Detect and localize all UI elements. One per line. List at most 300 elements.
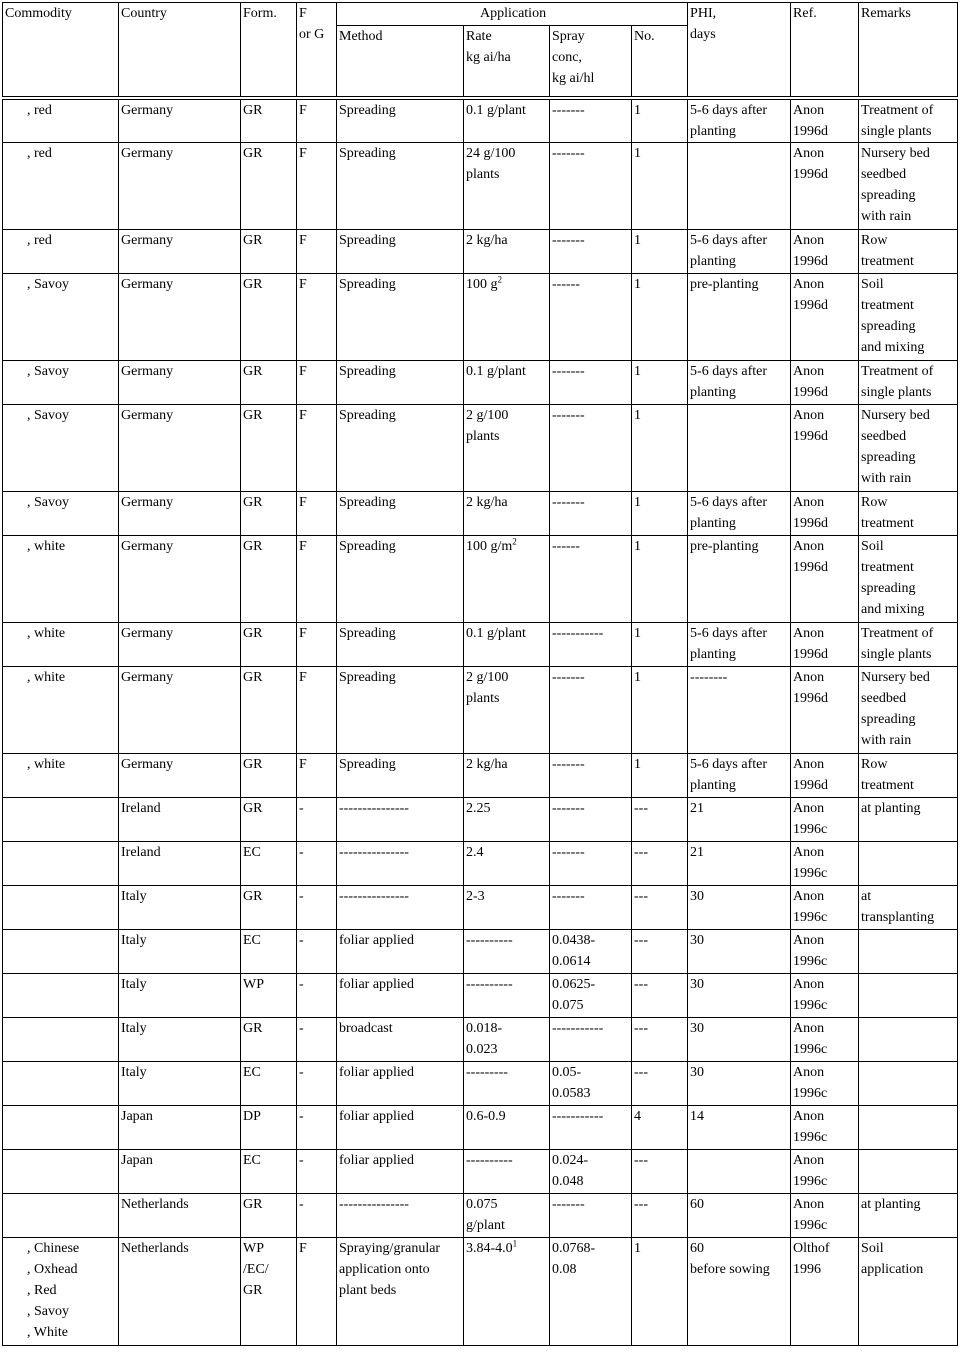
cell-remarks — [859, 491, 958, 535]
cell-spray-conc — [550, 273, 632, 360]
cell-ref-text: 1996c — [793, 1217, 828, 1233]
cell-f-or-g: - — [297, 973, 337, 1017]
cell-method-line — [339, 1280, 463, 1301]
cell-rate-text: 100 g/m — [466, 538, 513, 554]
cell-spray-conc-line — [552, 842, 631, 863]
cell-remarks-line — [861, 798, 957, 819]
cell-phi-text: 5-6 days after — [690, 494, 768, 510]
cell-spray-conc-text: ------- — [552, 1196, 585, 1212]
cell-ref — [791, 491, 859, 535]
cell-ref-line — [793, 1062, 858, 1083]
cell-spray-conc-text: ------- — [552, 669, 585, 685]
cell-method-text: Spreading — [339, 407, 396, 423]
cell-spray-conc-text: 0.0614 — [552, 953, 591, 969]
cell-spray-conc-line — [552, 974, 631, 995]
cell-ref-line — [793, 143, 858, 164]
cell-country: Italy — [119, 885, 241, 929]
cell-no: --- — [632, 797, 688, 841]
cell-rate-line — [466, 1150, 549, 1171]
cell-rate — [464, 535, 550, 622]
cell-phi — [688, 797, 791, 841]
cell-formulation-line — [243, 1018, 296, 1039]
cell-spray-conc — [550, 973, 632, 1017]
cell-country: Japan — [119, 1105, 241, 1149]
cell-ref-line — [793, 492, 858, 513]
cell-remarks-text: with rain — [861, 208, 912, 224]
header-rate-line: kg ai/ha — [466, 50, 511, 65]
cell-formulation-text: GR — [243, 145, 263, 161]
cell-ref-line — [793, 974, 858, 995]
cell-formulation-text: GR — [243, 494, 263, 510]
cell-spray-conc-line — [552, 1062, 631, 1083]
cell-commodity-text: , red — [27, 145, 52, 161]
cell-spray-conc-text: 0.075 — [552, 997, 584, 1013]
cell-ref-line — [793, 951, 858, 972]
cell-remarks-text: Soil — [861, 1240, 884, 1256]
cell-f-or-g: - — [297, 1061, 337, 1105]
cell-commodity — [3, 404, 119, 491]
cell-remarks-text: Treatment of — [861, 102, 934, 118]
cell-formulation — [241, 229, 297, 273]
table-row — [3, 973, 958, 1017]
cell-spray-conc-line — [552, 1083, 631, 1104]
cell-spray-conc — [550, 535, 632, 622]
cell-ref — [791, 535, 859, 622]
cell-ref-text: 1996d — [793, 166, 829, 182]
cell-commodity-text: , White — [27, 1324, 68, 1340]
cell-country: Germany — [119, 229, 241, 273]
cell-remarks-line — [861, 492, 957, 513]
cell-phi-line — [690, 644, 790, 665]
cell-phi-line — [690, 361, 790, 382]
header-phi — [688, 3, 791, 98]
cell-ref-text: 1996c — [793, 909, 828, 925]
cell-no: --- — [632, 885, 688, 929]
cell-remarks-line — [861, 405, 957, 426]
cell-method-line — [339, 1106, 463, 1127]
cell-commodity — [3, 1149, 119, 1193]
cell-spray-conc — [550, 797, 632, 841]
cell-remarks-line — [861, 206, 957, 227]
cell-rate-line — [466, 754, 549, 775]
cell-remarks-line — [861, 251, 957, 272]
cell-f-or-g: F — [297, 142, 337, 229]
cell-remarks-line — [861, 164, 957, 185]
cell-country: Germany — [119, 666, 241, 753]
cell-ref-text: 1996c — [793, 1041, 828, 1057]
cell-formulation — [241, 1017, 297, 1061]
table-row — [3, 753, 958, 797]
cell-rate-text: 2.25 — [466, 800, 491, 816]
cell-rate-text: 0.075 — [466, 1196, 498, 1212]
cell-rate — [464, 622, 550, 666]
table-row — [3, 1105, 958, 1149]
cell-commodity-line — [5, 667, 118, 688]
cell-spray-conc-line — [552, 143, 631, 164]
cell-rate — [464, 1017, 550, 1061]
cell-formulation — [241, 885, 297, 929]
cell-ref-line — [793, 1018, 858, 1039]
cell-phi-line — [690, 1106, 790, 1127]
cell-commodity-line — [5, 536, 118, 557]
superscript: 2 — [497, 273, 502, 284]
cell-formulation-text: GR — [243, 888, 263, 904]
cell-spray-conc-line — [552, 1238, 631, 1259]
cell-rate-line — [466, 930, 549, 951]
cell-ref — [791, 797, 859, 841]
cell-no: 1 — [632, 1237, 688, 1345]
cell-ref-text: 1996d — [793, 428, 829, 444]
cell-remarks-text: with rain — [861, 732, 912, 748]
cell-remarks-text: Row — [861, 232, 888, 248]
cell-method — [337, 142, 464, 229]
cell-remarks-text: transplanting — [861, 909, 935, 925]
cell-formulation-line — [243, 1062, 296, 1083]
cell-spray-conc-text: ----------- — [552, 1108, 604, 1124]
cell-phi — [688, 98, 791, 143]
table-row — [3, 797, 958, 841]
cell-ref-line — [793, 513, 858, 534]
cell-remarks-line — [861, 578, 957, 599]
table-row — [3, 142, 958, 229]
cell-spray-conc — [550, 229, 632, 273]
cell-spray-conc-line — [552, 754, 631, 775]
cell-rate — [464, 973, 550, 1017]
cell-phi-text: planting — [690, 384, 736, 400]
cell-commodity-text: , white — [27, 538, 66, 554]
cell-ref-line — [793, 995, 858, 1016]
cell-remarks-text: Nursery bed — [861, 407, 930, 423]
cell-spray-conc — [550, 98, 632, 143]
cell-spray-conc — [550, 404, 632, 491]
cell-spray-conc-line — [552, 798, 631, 819]
cell-country: Italy — [119, 1017, 241, 1061]
cell-phi-line — [690, 775, 790, 796]
cell-ref-text: 1996d — [793, 559, 829, 575]
cell-method-line — [339, 1194, 463, 1215]
cell-rate-line — [466, 1106, 549, 1127]
cell-rate-line — [466, 1215, 549, 1236]
cell-rate-line — [466, 492, 549, 513]
cell-formulation-line — [243, 405, 296, 426]
cell-spray-conc-line — [552, 886, 631, 907]
cell-ref-text: 1996c — [793, 1129, 828, 1145]
cell-remarks — [859, 360, 958, 404]
cell-ref-text: 1996d — [793, 384, 829, 400]
table-row — [3, 273, 958, 360]
cell-commodity-text: , Savoy — [27, 1303, 69, 1319]
cell-method-text: --------------- — [339, 800, 409, 816]
cell-ref-line — [793, 644, 858, 665]
document-page — [2, 2, 957, 1346]
cell-formulation-text: EC — [243, 844, 261, 860]
cell-rate-line — [466, 974, 549, 995]
cell-country: Germany — [119, 535, 241, 622]
cell-ref-line — [793, 907, 858, 928]
header-application: Application — [337, 3, 688, 26]
cell-ref-line — [793, 775, 858, 796]
cell-remarks-text: Row — [861, 756, 888, 772]
cell-remarks-text: and mixing — [861, 339, 925, 355]
cell-remarks-text: Nursery bed — [861, 669, 930, 685]
cell-remarks-line — [861, 121, 957, 142]
cell-formulation-text: GR — [243, 669, 263, 685]
cell-phi-line — [690, 1259, 790, 1280]
cell-phi — [688, 1149, 791, 1193]
cell-no: 1 — [632, 535, 688, 622]
cell-spray-conc-text: ------- — [552, 494, 585, 510]
cell-commodity — [3, 666, 119, 753]
cell-country: Italy — [119, 973, 241, 1017]
cell-phi-text: pre-planting — [690, 538, 759, 554]
cell-ref-line — [793, 1259, 858, 1280]
cell-formulation-text: GR — [243, 1196, 263, 1212]
cell-country: Germany — [119, 142, 241, 229]
cell-rate-text: plants — [466, 690, 500, 706]
cell-method-text: Spreading — [339, 145, 396, 161]
table-row — [3, 360, 958, 404]
cell-ref-line — [793, 1150, 858, 1171]
cell-ref-line — [793, 382, 858, 403]
cell-method-text: Spraying/granular — [339, 1240, 441, 1256]
cell-method-text: application onto — [339, 1261, 430, 1277]
cell-ref-text: Anon — [793, 102, 825, 118]
cell-rate-text: 0.1 g/plant — [466, 625, 526, 641]
cell-commodity — [3, 229, 119, 273]
cell-f-or-g: - — [297, 1149, 337, 1193]
cell-rate — [464, 666, 550, 753]
cell-method-line — [339, 1238, 463, 1259]
cell-phi-text: 30 — [690, 932, 705, 948]
cell-remarks-line — [861, 513, 957, 534]
table-row — [3, 229, 958, 273]
cell-remarks-text: seedbed — [861, 166, 907, 182]
cell-ref — [791, 973, 859, 1017]
cell-spray-conc-line — [552, 492, 631, 513]
cell-spray-conc — [550, 666, 632, 753]
cell-phi-text: 30 — [690, 1020, 705, 1036]
cell-formulation-line — [243, 1238, 296, 1259]
cell-commodity — [3, 929, 119, 973]
cell-rate-line — [466, 886, 549, 907]
cell-phi — [688, 1193, 791, 1237]
cell-method-line — [339, 100, 463, 121]
cell-f-or-g: F — [297, 273, 337, 360]
cell-country: Ireland — [119, 841, 241, 885]
cell-formulation-line — [243, 492, 296, 513]
cell-ref — [791, 1105, 859, 1149]
cell-rate — [464, 1105, 550, 1149]
cell-formulation-text: GR — [243, 538, 263, 554]
cell-method — [337, 1193, 464, 1237]
cell-remarks-text: at planting — [861, 1196, 921, 1212]
cell-phi-text: 60 — [690, 1196, 705, 1212]
cell-no: 1 — [632, 98, 688, 143]
cell-method-line — [339, 667, 463, 688]
cell-rate — [464, 360, 550, 404]
cell-commodity — [3, 491, 119, 535]
cell-spray-conc — [550, 841, 632, 885]
cell-commodity — [3, 885, 119, 929]
cell-rate — [464, 885, 550, 929]
cell-f-or-g: - — [297, 841, 337, 885]
cell-ref-text: 1996c — [793, 1173, 828, 1189]
cell-spray-conc — [550, 1061, 632, 1105]
header-f-or-g-line: or G — [299, 27, 325, 42]
cell-commodity-text: , Savoy — [27, 407, 69, 423]
cell-phi-line — [690, 382, 790, 403]
cell-rate-line — [466, 798, 549, 819]
cell-spray-conc — [550, 622, 632, 666]
cell-rate-line — [466, 536, 549, 557]
cell-remarks-line — [861, 230, 957, 251]
cell-method-line — [339, 1018, 463, 1039]
cell-rate-text: 2 kg/ha — [466, 494, 508, 510]
cell-ref — [791, 229, 859, 273]
cell-country: Germany — [119, 98, 241, 143]
cell-ref-line — [793, 361, 858, 382]
cell-country: Germany — [119, 491, 241, 535]
cell-phi-text: pre-planting — [690, 276, 759, 292]
cell-commodity-line — [5, 754, 118, 775]
cell-ref-text: Anon — [793, 538, 825, 554]
cell-formulation-text: WP — [243, 1240, 264, 1256]
cell-rate-line — [466, 667, 549, 688]
cell-ref-text: Anon — [793, 363, 825, 379]
cell-formulation — [241, 535, 297, 622]
cell-formulation — [241, 1061, 297, 1105]
table-row — [3, 929, 958, 973]
cell-ref-line — [793, 623, 858, 644]
cell-phi — [688, 535, 791, 622]
cell-spray-conc-text: ------- — [552, 232, 585, 248]
cell-remarks-text: at — [861, 888, 872, 904]
cell-remarks-line — [861, 100, 957, 121]
cell-rate-line — [466, 100, 549, 121]
cell-spray-conc — [550, 929, 632, 973]
cell-ref-text: Anon — [793, 1020, 825, 1036]
cell-remarks-text: seedbed — [861, 690, 907, 706]
cell-method — [337, 753, 464, 797]
cell-spray-conc — [550, 142, 632, 229]
cell-ref-line — [793, 930, 858, 951]
cell-remarks — [859, 404, 958, 491]
cell-ref — [791, 98, 859, 143]
header-rate-line: Rate — [466, 29, 492, 44]
cell-remarks — [859, 973, 958, 1017]
cell-remarks-text: Treatment of — [861, 363, 934, 379]
cell-phi-text: before sowing — [690, 1261, 770, 1277]
header-spray-line: Spray — [552, 29, 585, 44]
cell-ref-line — [793, 100, 858, 121]
cell-formulation-text: EC — [243, 1152, 261, 1168]
cell-phi-text: planting — [690, 646, 736, 662]
cell-spray-conc — [550, 1193, 632, 1237]
cell-remarks — [859, 753, 958, 797]
cell-spray-conc — [550, 885, 632, 929]
cell-formulation-text: GR — [243, 102, 263, 118]
cell-phi — [688, 841, 791, 885]
cell-remarks — [859, 273, 958, 360]
cell-remarks-line — [861, 316, 957, 337]
cell-remarks-line — [861, 907, 957, 928]
cell-ref-text: 1996d — [793, 253, 829, 269]
cell-remarks-text: seedbed — [861, 428, 907, 444]
cell-method-line — [339, 405, 463, 426]
cell-ref-line — [793, 426, 858, 447]
cell-rate-line — [466, 164, 549, 185]
cell-formulation-text: GR — [243, 363, 263, 379]
cell-remarks — [859, 142, 958, 229]
header-country: Country — [119, 3, 241, 98]
cell-formulation-line — [243, 274, 296, 295]
cell-rate-text: 0.023 — [466, 1041, 498, 1057]
cell-method-line — [339, 754, 463, 775]
cell-rate-text: g/plant — [466, 1217, 505, 1233]
cell-ref-text: 1996c — [793, 953, 828, 969]
cell-phi-line — [690, 842, 790, 863]
cell-ref-line — [793, 1039, 858, 1060]
cell-formulation-text: GR — [243, 407, 263, 423]
cell-ref-line — [793, 251, 858, 272]
cell-remarks — [859, 98, 958, 143]
cell-ref-text: 1996 — [793, 1261, 822, 1277]
cell-remarks-line — [861, 361, 957, 382]
cell-commodity-line — [5, 1259, 118, 1280]
cell-rate-text: 2 g/100 — [466, 669, 509, 685]
cell-ref-line — [793, 274, 858, 295]
cell-rate-line — [466, 1194, 549, 1215]
cell-ref-text: Anon — [793, 800, 825, 816]
cell-rate — [464, 1237, 550, 1345]
header-f-or-g-line: F — [299, 6, 307, 21]
cell-remarks-text: spreading — [861, 711, 916, 727]
cell-no: --- — [632, 973, 688, 1017]
cell-method — [337, 1017, 464, 1061]
cell-formulation-line — [243, 1259, 296, 1280]
cell-remarks-line — [861, 382, 957, 403]
cell-remarks-line — [861, 754, 957, 775]
cell-ref-text: 1996d — [793, 777, 829, 793]
cell-commodity-text: , white — [27, 625, 66, 641]
cell-ref-line — [793, 842, 858, 863]
cell-ref-text: Anon — [793, 145, 825, 161]
cell-spray-conc — [550, 1149, 632, 1193]
cell-remarks-text: spreading — [861, 187, 916, 203]
table-row — [3, 404, 958, 491]
cell-ref — [791, 142, 859, 229]
cell-commodity-line — [5, 623, 118, 644]
cell-spray-conc-text: 0.024- — [552, 1152, 589, 1168]
cell-formulation-line — [243, 143, 296, 164]
cell-method-line — [339, 1150, 463, 1171]
cell-ref-line — [793, 1127, 858, 1148]
cell-phi — [688, 229, 791, 273]
cell-formulation — [241, 360, 297, 404]
table-row — [3, 98, 958, 143]
cell-spray-conc-text: ------- — [552, 102, 585, 118]
cell-remarks-line — [861, 775, 957, 796]
cell-country: Netherlands — [119, 1237, 241, 1345]
cell-method-text: Spreading — [339, 625, 396, 641]
cell-ref-text: Anon — [793, 407, 825, 423]
cell-spray-conc-line — [552, 995, 631, 1016]
cell-phi — [688, 885, 791, 929]
cell-method-line — [339, 536, 463, 557]
cell-phi — [688, 491, 791, 535]
cell-spray-conc-line — [552, 1018, 631, 1039]
cell-remarks-line — [861, 536, 957, 557]
